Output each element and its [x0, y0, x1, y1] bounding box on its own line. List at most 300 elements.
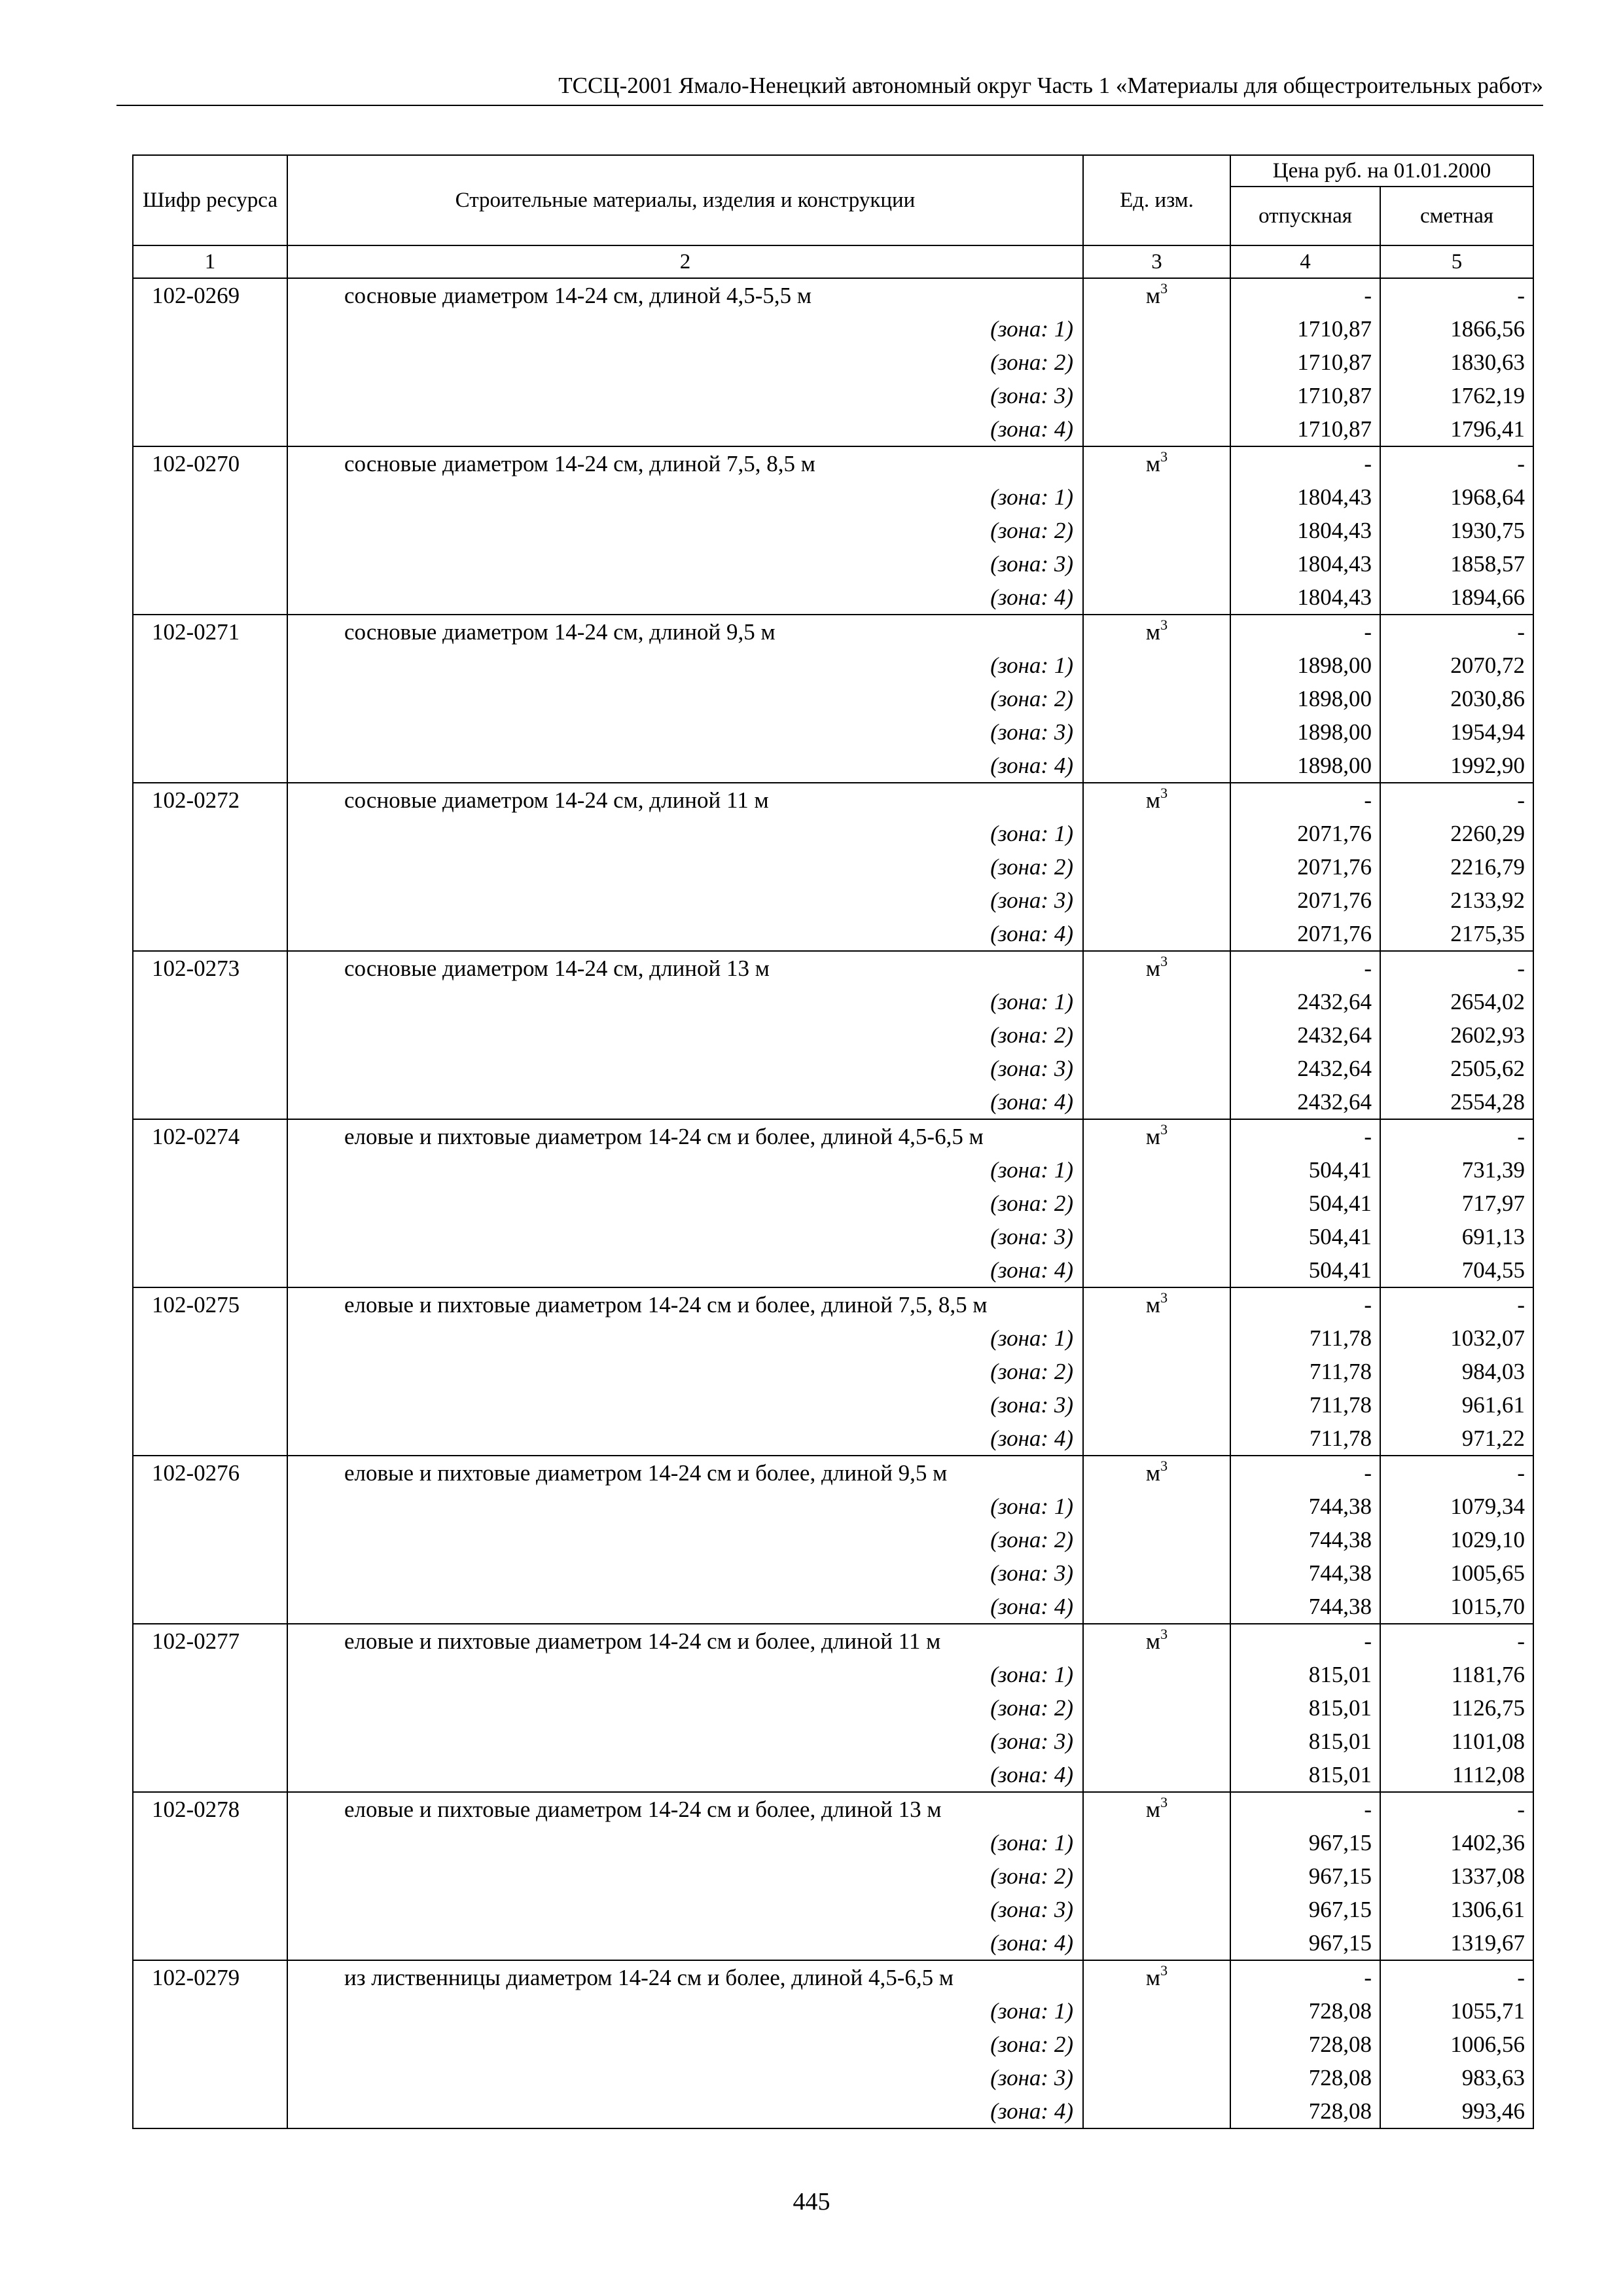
material-name: еловые и пихтовые диаметром 14-24 см и более, длиной 9,5 м: [287, 1456, 1083, 1490]
release-price: -: [1230, 951, 1380, 985]
table-row: [133, 1658, 1533, 1691]
material-name: сосновые диаметром 14-24 см, длиной 4,5-5,5 м: [287, 278, 1083, 312]
resource-code-empty: [133, 480, 287, 514]
table-row: [133, 1321, 1533, 1355]
estimate-price: 717,97: [1380, 1187, 1533, 1220]
estimate-price: 1055,71: [1380, 1994, 1533, 2028]
table-row: [133, 1355, 1533, 1388]
release-price: 1710,87: [1230, 412, 1380, 446]
zone-label: (зона: 1): [287, 649, 1083, 682]
table-row: [133, 278, 1533, 312]
unit-empty: [1083, 480, 1230, 514]
resource-code: 102-0279: [133, 1960, 287, 1994]
release-price: 744,38: [1230, 1490, 1380, 1523]
release-price: 2071,76: [1230, 850, 1380, 884]
unit-empty: [1083, 514, 1230, 547]
release-price: -: [1230, 1456, 1380, 1490]
unit-exponent: 3: [1160, 448, 1168, 465]
unit-empty: [1083, 1388, 1230, 1422]
price-table: [132, 154, 1534, 2129]
release-price: -: [1230, 1624, 1380, 1658]
unit-exponent: 3: [1160, 280, 1168, 297]
unit-exponent: 3: [1160, 1121, 1168, 1138]
unit-empty: [1083, 2028, 1230, 2061]
estimate-price: 2030,86: [1380, 682, 1533, 715]
unit-empty: [1083, 1321, 1230, 1355]
resource-code-empty: [133, 917, 287, 951]
resource-code-empty: [133, 1826, 287, 1859]
estimate-price: -: [1380, 783, 1533, 817]
unit-empty: [1083, 1758, 1230, 1792]
resource-code: 102-0277: [133, 1624, 287, 1658]
unit-base: м: [1145, 283, 1161, 308]
table-row: [133, 1893, 1533, 1926]
zone-label: (зона: 2): [287, 1523, 1083, 1556]
estimate-price: 704,55: [1380, 1253, 1533, 1287]
resource-code: 102-0278: [133, 1792, 287, 1826]
zone-label: (зона: 4): [287, 2094, 1083, 2128]
zone-label: (зона: 1): [287, 312, 1083, 346]
zone-label: (зона: 3): [287, 884, 1083, 917]
material-name: сосновые диаметром 14-24 см, длиной 11 м: [287, 783, 1083, 817]
unit-base: м: [1145, 1965, 1161, 1990]
release-price: -: [1230, 446, 1380, 480]
unit-cell: [1083, 1287, 1230, 1321]
estimate-price: 1954,94: [1380, 715, 1533, 749]
table-row: [133, 480, 1533, 514]
estimate-price: -: [1380, 1119, 1533, 1153]
unit-empty: [1083, 749, 1230, 783]
unit-empty: [1083, 1826, 1230, 1859]
zone-label: (зона: 4): [287, 412, 1083, 446]
unit-empty: [1083, 917, 1230, 951]
table-row: [133, 682, 1533, 715]
table-row: [133, 1691, 1533, 1725]
release-price: -: [1230, 1960, 1380, 1994]
unit-empty: [1083, 1725, 1230, 1758]
resource-code: 102-0270: [133, 446, 287, 480]
zone-label: (зона: 2): [287, 1691, 1083, 1725]
resource-code-empty: [133, 1725, 287, 1758]
estimate-price: 1032,07: [1380, 1321, 1533, 1355]
unit-empty: [1083, 884, 1230, 917]
release-price: 504,41: [1230, 1253, 1380, 1287]
table-row: [133, 1490, 1533, 1523]
resource-code-empty: [133, 514, 287, 547]
zone-label: (зона: 3): [287, 1220, 1083, 1253]
resource-code-empty: [133, 884, 287, 917]
release-price: 967,15: [1230, 1859, 1380, 1893]
resource-code-empty: [133, 1893, 287, 1926]
unit-cell: [1083, 1960, 1230, 1994]
resource-code: 102-0275: [133, 1287, 287, 1321]
unit-base: м: [1145, 1292, 1161, 1318]
table-row: [133, 951, 1533, 985]
resource-code-empty: [133, 1994, 287, 2028]
estimate-price: 2602,93: [1380, 1018, 1533, 1052]
unit-exponent: 3: [1160, 617, 1168, 634]
table-row: [133, 346, 1533, 379]
resource-code-empty: [133, 1556, 287, 1590]
col-number-2: 2: [287, 245, 1083, 278]
release-price: 2071,76: [1230, 917, 1380, 951]
resource-code-empty: [133, 1187, 287, 1220]
material-name: сосновые диаметром 14-24 см, длиной 13 м: [287, 951, 1083, 985]
table-row: [133, 1253, 1533, 1287]
resource-code-empty: [133, 1422, 287, 1456]
unit-cell: [1083, 1456, 1230, 1490]
unit-cell: [1083, 1624, 1230, 1658]
zone-label: (зона: 2): [287, 1018, 1083, 1052]
resource-code-empty: [133, 1253, 287, 1287]
resource-code: 102-0273: [133, 951, 287, 985]
zone-label: (зона: 1): [287, 1994, 1083, 2028]
material-name: еловые и пихтовые диаметром 14-24 см и более, длиной 11 м: [287, 1624, 1083, 1658]
unit-empty: [1083, 1355, 1230, 1388]
release-price: 711,78: [1230, 1388, 1380, 1422]
unit-empty: [1083, 1085, 1230, 1119]
table-row: [133, 1085, 1533, 1119]
estimate-price: -: [1380, 615, 1533, 649]
table-row: [133, 1590, 1533, 1624]
estimate-price: 691,13: [1380, 1220, 1533, 1253]
material-name: сосновые диаметром 14-24 см, длиной 7,5, 8,5 м: [287, 446, 1083, 480]
zone-label: (зона: 2): [287, 1859, 1083, 1893]
release-price: 744,38: [1230, 1590, 1380, 1624]
resource-code-empty: [133, 1052, 287, 1085]
estimate-price: 2216,79: [1380, 850, 1533, 884]
release-price: 815,01: [1230, 1691, 1380, 1725]
estimate-price: 2260,29: [1380, 817, 1533, 850]
zone-label: (зона: 2): [287, 346, 1083, 379]
estimate-price: 1992,90: [1380, 749, 1533, 783]
resource-code-empty: [133, 817, 287, 850]
zone-label: (зона: 2): [287, 850, 1083, 884]
unit-exponent: 3: [1160, 953, 1168, 970]
release-price: 1710,87: [1230, 312, 1380, 346]
table-row: [133, 2094, 1533, 2128]
table-row: [133, 884, 1533, 917]
table-row: [133, 1456, 1533, 1490]
estimate-price: -: [1380, 1624, 1533, 1658]
estimate-price: 1968,64: [1380, 480, 1533, 514]
table-row: [133, 1523, 1533, 1556]
resource-code: 102-0272: [133, 783, 287, 817]
release-price: -: [1230, 783, 1380, 817]
resource-code-empty: [133, 1321, 287, 1355]
zone-label: (зона: 1): [287, 480, 1083, 514]
resource-code-empty: [133, 2061, 287, 2094]
resource-code-empty: [133, 2094, 287, 2128]
release-price: 711,78: [1230, 1422, 1380, 1456]
zone-label: (зона: 4): [287, 1422, 1083, 1456]
table-body: [133, 278, 1533, 2128]
release-price: 504,41: [1230, 1153, 1380, 1187]
release-price: 728,08: [1230, 2028, 1380, 2061]
unit-empty: [1083, 1859, 1230, 1893]
resource-code-empty: [133, 682, 287, 715]
resource-code-empty: [133, 1018, 287, 1052]
material-name: из лиственницы диаметром 14-24 см и более, длиной 4,5-6,5 м: [287, 1960, 1083, 1994]
unit-empty: [1083, 1658, 1230, 1691]
estimate-price: 1796,41: [1380, 412, 1533, 446]
release-price: -: [1230, 1119, 1380, 1153]
table-row: [133, 379, 1533, 412]
unit-empty: [1083, 1893, 1230, 1926]
table-row: [133, 581, 1533, 615]
release-price: 815,01: [1230, 1725, 1380, 1758]
table-row: [133, 1826, 1533, 1859]
estimate-price: 983,63: [1380, 2061, 1533, 2094]
estimate-price: 2175,35: [1380, 917, 1533, 951]
unit-empty: [1083, 1220, 1230, 1253]
table-row: [133, 1187, 1533, 1220]
resource-code-empty: [133, 581, 287, 615]
unit-base: м: [1145, 956, 1161, 981]
unit-base: м: [1145, 787, 1161, 813]
col-header-code: Шифр ресурса: [133, 155, 287, 245]
estimate-price: 1112,08: [1380, 1758, 1533, 1792]
estimate-price: 1029,10: [1380, 1523, 1533, 1556]
zone-label: (зона: 2): [287, 514, 1083, 547]
unit-empty: [1083, 1691, 1230, 1725]
unit-empty: [1083, 1994, 1230, 2028]
release-price: 1710,87: [1230, 346, 1380, 379]
release-price: 744,38: [1230, 1556, 1380, 1590]
estimate-price: 1930,75: [1380, 514, 1533, 547]
estimate-price: 971,22: [1380, 1422, 1533, 1456]
unit-empty: [1083, 1422, 1230, 1456]
estimate-price: 2654,02: [1380, 985, 1533, 1018]
resource-code-empty: [133, 1085, 287, 1119]
unit-empty: [1083, 1253, 1230, 1287]
release-price: 728,08: [1230, 2094, 1380, 2128]
resource-code-empty: [133, 985, 287, 1018]
estimate-price: 1866,56: [1380, 312, 1533, 346]
zone-label: (зона: 3): [287, 1388, 1083, 1422]
resource-code-empty: [133, 715, 287, 749]
estimate-price: -: [1380, 1960, 1533, 1994]
table-row: [133, 1725, 1533, 1758]
estimate-price: 1181,76: [1380, 1658, 1533, 1691]
resource-code: 102-0269: [133, 278, 287, 312]
estimate-price: 1894,66: [1380, 581, 1533, 615]
unit-base: м: [1145, 1628, 1161, 1654]
zone-label: (зона: 2): [287, 682, 1083, 715]
zone-label: (зона: 1): [287, 1153, 1083, 1187]
unit-exponent: 3: [1160, 785, 1168, 802]
estimate-price: 1101,08: [1380, 1725, 1533, 1758]
unit-empty: [1083, 581, 1230, 615]
resource-code-empty: [133, 1153, 287, 1187]
table-row: [133, 649, 1533, 682]
release-price: 728,08: [1230, 2061, 1380, 2094]
unit-exponent: 3: [1160, 1626, 1168, 1643]
table-row: [133, 615, 1533, 649]
resource-code-empty: [133, 1388, 287, 1422]
zone-label: (зона: 2): [287, 1355, 1083, 1388]
release-price: 2432,64: [1230, 1085, 1380, 1119]
table-row: [133, 1994, 1533, 2028]
resource-code-empty: [133, 1490, 287, 1523]
resource-code: 102-0274: [133, 1119, 287, 1153]
estimate-price: -: [1380, 278, 1533, 312]
unit-empty: [1083, 1556, 1230, 1590]
col-number-1: 1: [133, 245, 287, 278]
col-header-price-group: Цена руб. на 01.01.2000: [1230, 155, 1533, 187]
release-price: 815,01: [1230, 1658, 1380, 1691]
unit-empty: [1083, 1490, 1230, 1523]
release-price: 2071,76: [1230, 817, 1380, 850]
unit-empty: [1083, 1052, 1230, 1085]
table-row: [133, 1388, 1533, 1422]
table-row: [133, 1422, 1533, 1456]
release-price: -: [1230, 1287, 1380, 1321]
material-name: сосновые диаметром 14-24 см, длиной 9,5 м: [287, 615, 1083, 649]
resource-code-empty: [133, 312, 287, 346]
table-row: [133, 514, 1533, 547]
estimate-price: 1005,65: [1380, 1556, 1533, 1590]
unit-empty: [1083, 1187, 1230, 1220]
material-name: еловые и пихтовые диаметром 14-24 см и более, длиной 7,5, 8,5 м: [287, 1287, 1083, 1321]
col-number-4: 4: [1230, 245, 1380, 278]
estimate-price: 1319,67: [1380, 1926, 1533, 1960]
release-price: 967,15: [1230, 1926, 1380, 1960]
col-header-unit: Ед. изм.: [1083, 155, 1230, 245]
unit-exponent: 3: [1160, 1458, 1168, 1475]
zone-label: (зона: 3): [287, 715, 1083, 749]
table-row: [133, 1052, 1533, 1085]
resource-code-empty: [133, 412, 287, 446]
running-header: ТССЦ-2001 Ямало-Ненецкий автономный округ Часть 1 «Материалы для общестроительных работ»: [558, 73, 1543, 98]
unit-base: м: [1145, 1797, 1161, 1822]
zone-label: (зона: 4): [287, 1085, 1083, 1119]
estimate-price: -: [1380, 1287, 1533, 1321]
table-header: [133, 155, 1533, 278]
unit-exponent: 3: [1160, 1794, 1168, 1811]
resource-code-empty: [133, 1758, 287, 1792]
zone-label: (зона: 4): [287, 749, 1083, 783]
zone-label: (зона: 4): [287, 1590, 1083, 1624]
resource-code-empty: [133, 1658, 287, 1691]
resource-code-empty: [133, 1926, 287, 1960]
zone-label: (зона: 1): [287, 1490, 1083, 1523]
col-number-5: 5: [1380, 245, 1533, 278]
table-row: [133, 312, 1533, 346]
unit-empty: [1083, 985, 1230, 1018]
release-price: 504,41: [1230, 1220, 1380, 1253]
unit-empty: [1083, 312, 1230, 346]
estimate-price: 1337,08: [1380, 1859, 1533, 1893]
release-price: 1804,43: [1230, 581, 1380, 615]
table-row: [133, 446, 1533, 480]
estimate-price: 1402,36: [1380, 1826, 1533, 1859]
unit-empty: [1083, 715, 1230, 749]
release-price: 1710,87: [1230, 379, 1380, 412]
table-row: [133, 1119, 1533, 1153]
unit-cell: [1083, 783, 1230, 817]
release-price: 1898,00: [1230, 715, 1380, 749]
resource-code-empty: [133, 1859, 287, 1893]
estimate-price: 1079,34: [1380, 1490, 1533, 1523]
col-header-release: отпускная: [1230, 187, 1380, 245]
table-row: [133, 2061, 1533, 2094]
estimate-price: 961,61: [1380, 1388, 1533, 1422]
estimate-price: 2505,62: [1380, 1052, 1533, 1085]
table-row: [133, 985, 1533, 1018]
col-header-name: Строительные материалы, изделия и конструкции: [287, 155, 1083, 245]
table-row: [133, 1287, 1533, 1321]
resource-code: 102-0276: [133, 1456, 287, 1490]
unit-empty: [1083, 1926, 1230, 1960]
col-header-estimate: сметная: [1380, 187, 1533, 245]
release-price: 1898,00: [1230, 749, 1380, 783]
table-row: [133, 1556, 1533, 1590]
table-row: [133, 1859, 1533, 1893]
unit-cell: [1083, 951, 1230, 985]
release-price: 2432,64: [1230, 1018, 1380, 1052]
zone-label: (зона: 3): [287, 2061, 1083, 2094]
table-row: [133, 783, 1533, 817]
header-rule: [116, 105, 1543, 106]
unit-cell: [1083, 1119, 1230, 1153]
zone-label: (зона: 4): [287, 581, 1083, 615]
release-price: 2432,64: [1230, 1052, 1380, 1085]
table-row: [133, 850, 1533, 884]
zone-label: (зона: 4): [287, 1253, 1083, 1287]
unit-empty: [1083, 1590, 1230, 1624]
estimate-price: 731,39: [1380, 1153, 1533, 1187]
zone-label: (зона: 2): [287, 2028, 1083, 2061]
unit-base: м: [1145, 619, 1161, 645]
zone-label: (зона: 1): [287, 985, 1083, 1018]
unit-empty: [1083, 649, 1230, 682]
unit-empty: [1083, 1523, 1230, 1556]
zone-label: (зона: 1): [287, 817, 1083, 850]
release-price: 967,15: [1230, 1826, 1380, 1859]
release-price: -: [1230, 278, 1380, 312]
unit-exponent: 3: [1160, 1289, 1168, 1306]
zone-label: (зона: 4): [287, 1926, 1083, 1960]
resource-code-empty: [133, 1691, 287, 1725]
zone-label: (зона: 1): [287, 1826, 1083, 1859]
table-row: [133, 715, 1533, 749]
zone-label: (зона: 1): [287, 1658, 1083, 1691]
estimate-price: 1006,56: [1380, 2028, 1533, 2061]
release-price: 1898,00: [1230, 682, 1380, 715]
resource-code-empty: [133, 649, 287, 682]
zone-label: (зона: 3): [287, 379, 1083, 412]
estimate-price: 993,46: [1380, 2094, 1533, 2128]
unit-cell: [1083, 1792, 1230, 1826]
unit-exponent: 3: [1160, 1962, 1168, 1979]
table-row: [133, 1960, 1533, 1994]
release-price: 1804,43: [1230, 547, 1380, 581]
estimate-price: 1126,75: [1380, 1691, 1533, 1725]
unit-empty: [1083, 379, 1230, 412]
unit-base: м: [1145, 1460, 1161, 1486]
release-price: 1804,43: [1230, 480, 1380, 514]
table-row: [133, 1624, 1533, 1658]
estimate-price: 2554,28: [1380, 1085, 1533, 1119]
release-price: -: [1230, 615, 1380, 649]
unit-cell: [1083, 278, 1230, 312]
resource-code-empty: [133, 2028, 287, 2061]
zone-label: (зона: 4): [287, 917, 1083, 951]
estimate-price: 1015,70: [1380, 1590, 1533, 1624]
release-price: 504,41: [1230, 1187, 1380, 1220]
release-price: 744,38: [1230, 1523, 1380, 1556]
